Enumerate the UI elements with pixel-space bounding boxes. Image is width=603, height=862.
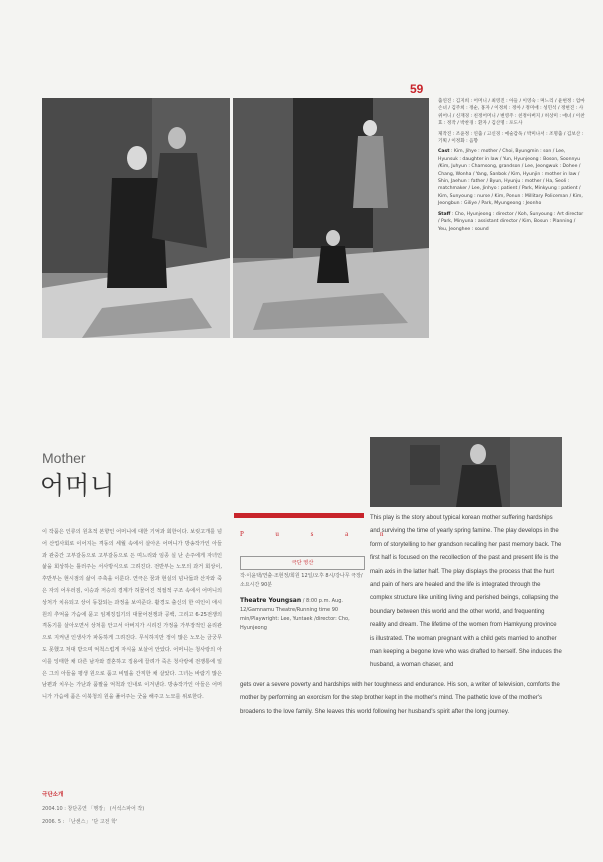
production-photo-left [42,98,230,338]
title-korean: 어머니 [40,472,116,500]
history-item: 2004.10 : 창단공연 「행장」 (서석스파어 작) [42,806,145,812]
production-photo-right [233,98,429,338]
korean-synopsis: 이 작품은 인류의 원초적 본향인 어머니에 대한 기억과 회한이다. 보릿고개를 넘어 산업사회로 이어지는 격동의 세월 속에서 살아온 어머니가 방송작가인 아들과 관중간 고부갈등으로 고부갈등으로 든 며느리와 임종 실 난 손주에게 자녀인 삶을 회상하는 틀러주는 서사방식으로 그려진다. 전반부는 노모의 과거 회상이, 후반부는 현시점의 삶이 주축을 이룬다. 연극은 꿈과 현실의 넘나듦과 산자와 죽은 자의 어우러짐, 이승과 저승의 경계가 허물어진 적절적 구조 속에서 어머니의 상처가 치유되고 상이 동참되는 과정을 보여준다. 활경도 출신의 한 여인이 애시원의 추억을 가슴에 묻고 임제징집기의 대물어전쟁과 공백, 그리고 6·25전쟁의 격동기를 살아오면서 상처를 안고서 아버지가 시리진 가정을 가부장적인 윤리관으로 지켜낸 인생사가 파동하게 그려진다. 무식하지만 정이 많은 노모는 금궁무도 못했고 처대 받으며 억척스럽게 자식을 보살어 안았다. 어머니는 청사랑의 아이를 잉태한 채 다른 남자와 결혼하고 징용에 끌려가 죽은 청사랑에 전쟁통에 일은 그의 아들을 평생 원으로 품고 비밀을 간직한 채 살았다. 그녀는 바람기 많은 남편과 치우는 가난과 품팔을 억척과 인내로 이겨낸다. 방송작가인 아들은 어머니가 가슴에 품은 이북청의 원을 풀어주는 굿을 해주고 노모를 위로한다. [42,529,222,701]
english-synopsis-part-2: gets over a severe poverty and hardships with her toughness and endurance. His son, a writer of television, comforts the mother by performing an exorcism for the step brother kept in the mother's mind. The pathetic love of the mother's broadens to the love family. She leaves this world following her husband's spirit after the long journey. [240,682,560,715]
performance-info [240,572,365,633]
page-number: 59 [410,82,424,96]
credits-column [438,98,586,236]
theatre-name: Theatre Youngsan [240,597,302,604]
staff-credits: Staff : Cho, Hyunjeong : director / Koh, Sunyoung : Art director / Park, Minyuna : assistant director / Kim, Bosun : Planning / Yeu, Jeonghee : sound [438,211,584,232]
performance-info-korean: 작·이윤택/연출·조현정/희원 12일/오후 8시/강나무 극장/소요시간 90분 [240,573,363,588]
staff-list: Cho, Hyunjeong : director / Koh, Sunyoung : Art director / Park, Minyuna : assistant director / Kim, Bosun : Planning / Yeu, Jeonghee : sound [438,211,584,232]
cast-label: Cast [438,149,450,155]
title-english: Mother [42,450,86,466]
production-photo-small [370,437,562,507]
company-name: 극단 영산 [240,556,365,570]
history-list [42,803,242,829]
cast-list: Kim, Jihye : mother / Choi, Byungmin : son / Lee, Hyunsuk : daughter in law / Yun, Hyunjeong : Boson, Soonnyu /Kim, Juhyun : Chamsong, grandson / Lee, Jeongwuk : Dohee / Chang, Wonha / Yang, Sanbok / Kim, Hyunjin : mother in law / Shin, Jaehun : father / Byun, Hyunju : mother / Ha, Seoli : matchmaker / Lee, Jinhyo : patient / Park, Minkyung : patient / Kim, Sunyoung : nurse / Kim, Ponun : Millitary Policeman / Kim, Jeongbun : Giliye / Park, Myungeong : Jeonho [438,149,583,207]
region-label: P u s a n [240,530,399,538]
performance-details: / 8:00 p.m. Aug. 12/Gamnamu Theatre/Running time 90 min/Playwright: Lee, Yuntaek /director: Cho, Hyunjeong [240,598,350,631]
staff-label: Staff [438,211,451,217]
cast-credits: Cast : Kim, Jihye : mother / Choi, Byungmin : son / Lee, Hyunsuk : daughter in law / Yun, Hyunjeong : Boson, Soonnyu /Kim, Juhyun : Chamsong, grandson / Lee, Jeongwuk : Dohee / Chang, Wonha / Yang, Sanbok / Kim, Hyunjin : mother in law / Shin, Jaehun : father / Byun, Hyunju : mother / Ha, Seoli : matchmaker / Lee, Jinhyo : patient / Park, Minkyung : patient / Kim, Sunyoung : nurse / Kim, Ponun : Millitary Policeman / Kim, Jeongbun : Giliye / Park, Myungeong : Jeonho [438,149,583,207]
english-synopsis-part-1: This play is the story about typical korean mother suffering hardships and surviving the time of yearly spring famine. The play develops in the form of storytelling to her grandson recalling her past memory back. The first half is focused on the recollection of the past and present life is the main axis in the latter half. The play displays the process that the hurt and pain of hers are healed and the life is integrated through the complex structure like uniting living and perished beings, collapsing the boundary between this world and the other world, and frequenting reality and dream. The lifetime of the women from Hamkyung province is illustrated. The woman pregnant with a child gets married to another man keeping a begone love who was drafted to herself. She induces the husband, a woman chaser, and [370,515,562,669]
performance-info-english [240,596,365,633]
accent-bar [234,513,364,518]
history-label: 극단소개 [42,792,64,798]
history-item: 2006. 5 : 「난센스」 '단 고전 학' [42,819,118,825]
korean-staff-credits: 제작진 : 조윤정 : 연출 / 고신경 : 예술감독 / 박미나서 : 조명출 / 김보산 : 기획 / 이정화 : 음향 [438,131,584,145]
korean-cast-credits: 출연진 : 김지희 : 어머니 / 최영진 : 아들 / 이영숙 : 며느리 / 윤현정 : 엄마 손녀 / 김주희 : 정순, 홍자 / 이정희 : 정아 / 정미애 : 성민석 / 정현진 : 사위어니 / 신재경 : 친정어머니 / 변영주 : 친정아버지 / 허상미 : 애녀 / 이찬효 : 정작 / 박찬경 : 환자 / 김산명 : 포도사 [438,99,585,127]
